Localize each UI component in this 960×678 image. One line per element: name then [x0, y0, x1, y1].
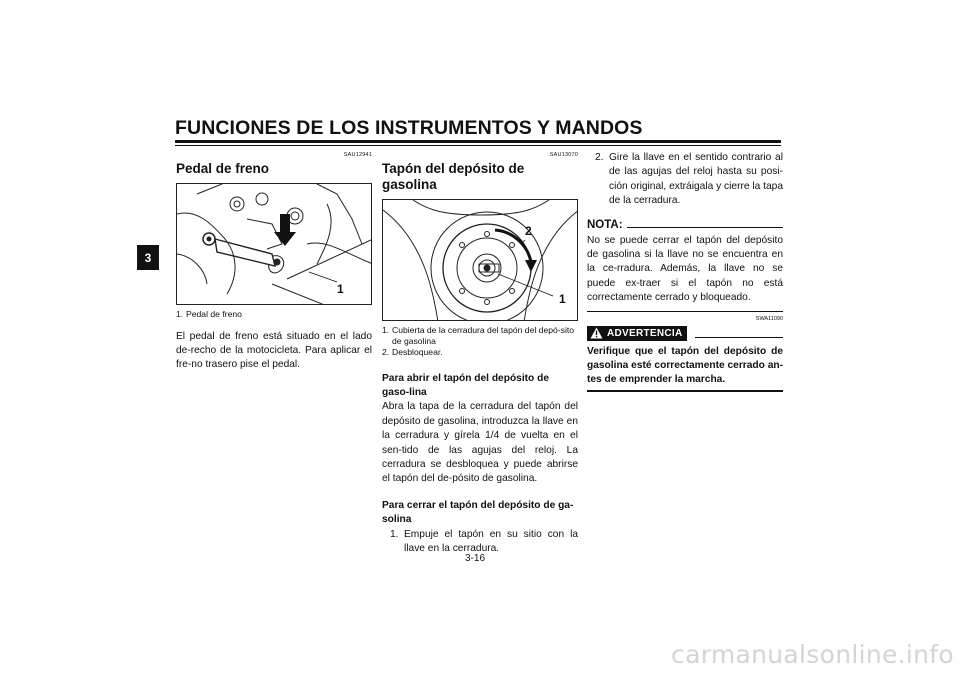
section-heading-fuel: Tapón del depósito de gasolina [382, 161, 525, 192]
caption-item [382, 347, 578, 358]
section-code: SAU12941 [343, 152, 372, 158]
note-header [587, 218, 783, 232]
warning-badge [587, 326, 687, 341]
figure-brake-pedal [176, 183, 372, 305]
page-number: 3-16 [465, 553, 486, 564]
warning-end-rule [587, 390, 783, 392]
note-label: NOTA: [587, 218, 623, 231]
figure-callout: 1 [337, 282, 344, 296]
column-brake [176, 151, 372, 373]
section-code: SAU13070 [549, 152, 578, 158]
note-end-rule [587, 311, 783, 312]
watermark: carmanualsonline.info [671, 640, 954, 669]
caption-number: 1. [382, 325, 390, 335]
chapter-tab: 3 [137, 245, 159, 270]
fuel-cap-illustration [383, 200, 578, 321]
column-fuel-cap [382, 151, 578, 556]
caption-number: 2. [382, 347, 390, 357]
caption-text: Pedal de freno [186, 309, 242, 319]
body-paragraph-open: Abra la tapa de la cerradura del tapón del depósito de gasolina, introduzca la llave en la cerradura y gírela 1/4 de vuelta en el sen-tido de las agujas del reloj. La cerradura se desbloquea y puede abrirse el tapón del de-pósito de gasolina. [382, 401, 578, 485]
figure-callout-2: 2 [525, 224, 532, 238]
section-heading-brake: Pedal de freno [176, 161, 270, 176]
warning-label: ADVERTENCIA [607, 327, 683, 339]
body-paragraph: El pedal de freno está situado en el lado de-recho de la motocicleta. Para aplicar el fre-no trasero pise el pedal. [176, 330, 372, 371]
caption-item [176, 309, 372, 320]
caption-item [382, 325, 578, 346]
note-text: No se puede cerrar el tapón del depósito de gasolina si la llave no se encuentra en la ce-rradura. Además, la llave no se puede ex-traer si el tapón no está correctamente cerrado y bloqueado. [587, 234, 783, 304]
subheading-open: Para abrir el tapón del depósito de gaso-lina [382, 372, 549, 398]
caption-text: Cubierta de la cerradura del tapón del depó-sito de gasolina [392, 325, 575, 346]
figure-callout-1: 1 [559, 292, 566, 306]
warning-triangle-icon [590, 327, 603, 339]
caption-text: Desbloquear. [392, 347, 443, 357]
column-continued [587, 151, 783, 392]
step-text: Empuje el tapón en su sitio con la llave en la cerradura. [404, 528, 578, 554]
step-number: 1. [390, 528, 399, 540]
warning-header [587, 325, 783, 342]
figure-fuel-cap [382, 199, 578, 321]
step-item [587, 151, 783, 209]
title-rule-thin [175, 145, 781, 146]
title-rule [175, 140, 781, 143]
warning-text: Verifique que el tapón del depósito de gasolina esté correctamente cerrado an-tes de emprender la marcha. [587, 345, 783, 386]
subheading-close: Para cerrar el tapón del depósito de ga-solina [382, 499, 574, 526]
step-text: Gire la llave en el sentido contrario al de las agujas del reloj hasta su posi-ción original, extráigala y cierre la tapa de la cerradura. [609, 152, 783, 207]
note-rule [627, 227, 783, 228]
caption-number: 1. [176, 309, 184, 319]
warning-code: SWA11090 [755, 315, 783, 322]
chapter-title: FUNCIONES DE LOS INSTRUMENTOS Y MANDOS [175, 117, 643, 139]
warning-rule [695, 337, 783, 338]
figure-caption [382, 325, 578, 358]
step-number: 2. [595, 152, 604, 163]
figure-caption [176, 309, 372, 320]
